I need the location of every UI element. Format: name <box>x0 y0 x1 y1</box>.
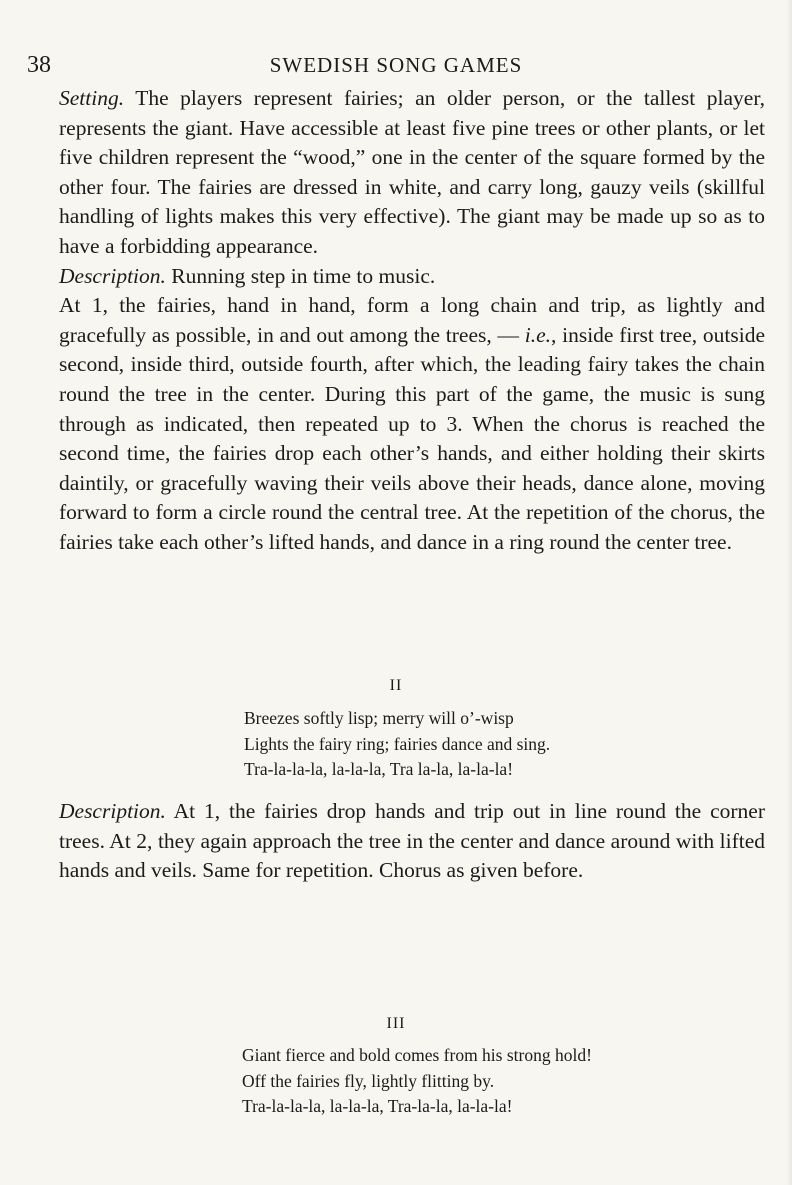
movement-text-end: , inside first tree, outside second, inside third, outside fourth, after which, the leading fairy takes the chain round the tree in the center. During this part of the game, the music is sung through as indicated, then repeated up to 3. When the chorus is reached the second time, the fairies drop each other’s hands, and either holding their skirts daintily, or gracefully waving their veils above their heads, dance alone, moving forward to form a circle round the central tree. At the repetition of the chorus, the fairies take each other’s lifted hands, and dance in a ring round the center tree. <box>59 322 765 554</box>
instructions-block <box>27 84 765 558</box>
stanza-line: Giant fierce and bold comes from his strong hold! <box>242 1045 592 1065</box>
description-text-2: At 1, the fairies drop hands and trip out in line round the corner trees. At 2, they again approach the tree in the center and dance around with lifted hands and veils. Same for repetition. Chorus as given before. <box>59 799 765 883</box>
setting-label: Setting. <box>59 86 125 110</box>
movement-paragraph <box>27 291 765 557</box>
running-title: SWEDISH SONG GAMES <box>269 53 523 77</box>
setting-paragraph <box>27 84 765 262</box>
movement-text-start: At 1, the fairies, hand in hand, form a long chain and trip, as lightly and gracefully as possible, in and out among the trees, — <box>59 293 765 347</box>
description-block-2 <box>27 797 765 886</box>
running-head <box>27 50 765 80</box>
page-edge-shadow <box>786 0 792 1185</box>
stanza-3 <box>242 1043 622 1120</box>
description-paragraph-2 <box>27 797 765 886</box>
description-paragraph-1 <box>27 262 765 292</box>
stanza-line: Lights the fairy ring; fairies dance and sing. <box>244 733 551 754</box>
description-text-1: Running step in time to music. <box>165 263 436 288</box>
stanza-line: Tra-la-la-la, la-la-la, Tra-la-la, la-la-la! <box>242 1096 513 1116</box>
stanza-number-2: II <box>389 677 403 694</box>
page-number: 38 <box>27 52 51 78</box>
stanza-line: Breezes softly lisp; merry will o’-wisp <box>244 708 514 728</box>
stanza-number-3: III <box>386 1015 406 1032</box>
stanza-2 <box>244 706 624 783</box>
stanza-line: Off the fairies fly, lightly flitting by. <box>242 1070 495 1091</box>
ie-abbreviation: i.e. <box>524 322 551 347</box>
stanza-line: Tra-la-la-la, la-la-la, Tra la-la, la-la-la! <box>244 759 514 779</box>
setting-text: The players represent fairies; an older person, or the tallest player, represents the giant. Have accessible at least five pine trees or other plants, or let five children represent the “wood,” one in the center of the square formed by the other four. The fairies are dressed in white, and carry long, gauzy veils (skillful handling of lights makes this very effective). The giant may be made up so as to have a forbidding appearance. <box>59 86 765 258</box>
description-label-2: Description. <box>59 799 166 823</box>
description-label-1: Description. <box>59 263 166 288</box>
